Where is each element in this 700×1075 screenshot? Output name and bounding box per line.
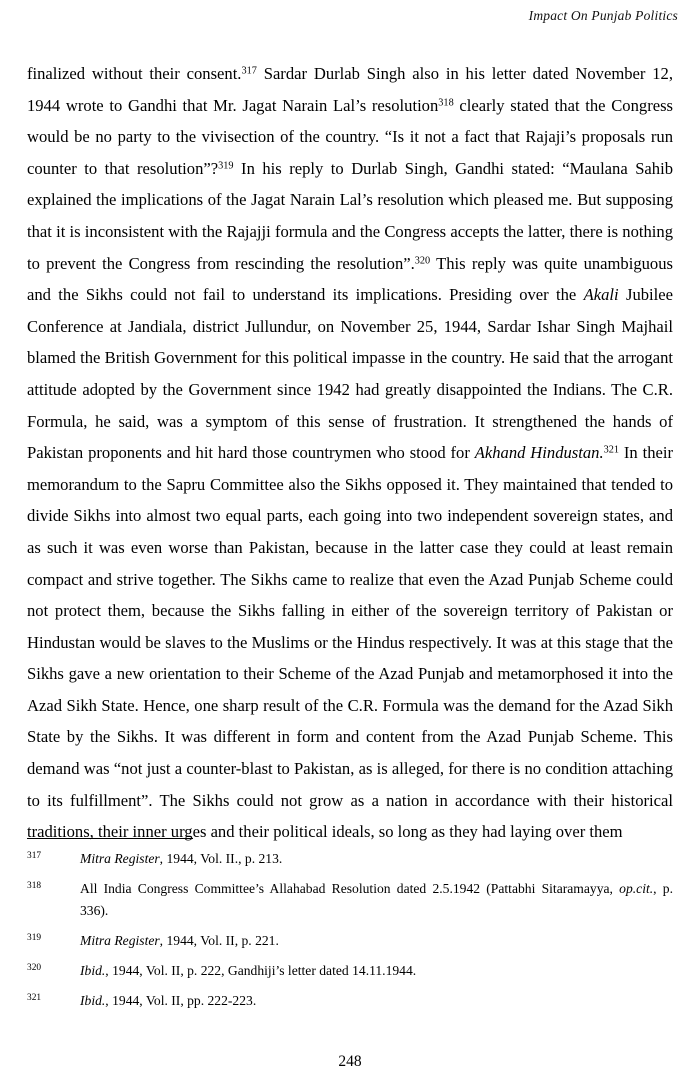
footnote-text [80, 930, 673, 952]
footnote-number[interactable]: 321 [27, 992, 42, 1003]
footnote [27, 960, 673, 982]
footnote-list [27, 848, 673, 1011]
italic-run: Mitra Register [80, 932, 160, 948]
text-run: , 1944, Vol. II, p. 221. [159, 932, 279, 948]
text-run: Jubilee Conference at Jandiala, district Jullundur, on November 25, 1944, Sardar Ishar Singh Majhail blamed the British Government for this political impasse in the country. He said that the arrogant attitude adopted by the Government since 1942 had greatly disappointed the Indians. The C.R. Formula, he said, was a symptom of this sense of frustration. It strengthened the hands of Pakistan proponents and hit hard those countrymen who stood for [27, 285, 673, 463]
text-run: clearly stated that the Congress would be no party to the vivisection of the country. “Is it not a fact that Rajaji’s proposals run counter to that resolution”? [27, 95, 673, 178]
footnote-number[interactable]: 317 [27, 851, 42, 861]
italic-run: Akhand Hindustan. [474, 443, 604, 463]
italic-run: Ibid. [80, 992, 106, 1008]
italic-run: op.cit. [619, 881, 654, 896]
text-run: Sardar Durlab Singh also in his letter dated November 12, 1944 wrote to Gandhi that Mr. Jagat Narain Lal’s resolution [27, 64, 673, 115]
footnote-separator-rule [27, 838, 193, 839]
text-run: , 1944, Vol. II, pp. 222-223. [105, 992, 257, 1008]
footnote-reference[interactable]: 318 [438, 97, 454, 109]
italic-run: Akali [583, 285, 619, 305]
text-run: , 1944, Vol. II, p. 222, Gandhiji’s letter dated 14.11.1944. [105, 962, 417, 978]
text-run: , 1944, Vol. II., p. 213. [159, 851, 283, 866]
footnote-reference[interactable]: 317 [241, 65, 257, 77]
page-number: 248 [338, 1053, 362, 1070]
text-run: In his reply to Durlab Singh, Gandhi stated: “Maulana Sahib explained the implications of the Jagat Narain Lal’s resolution which pleased me. But supposing that it is inconsistent with the Rajajji formula and the Congress accepts the latter, there is nothing to prevent the Congress from rescinding the resolution”. [27, 158, 673, 273]
footnote-number[interactable]: 320 [27, 962, 42, 973]
footnote [27, 930, 673, 952]
footnote-number[interactable]: 318 [27, 881, 42, 891]
body-text-block [27, 58, 673, 848]
text-run: All India Congress Committee’s Allahabad Resolution dated 2.5.1942 (Pattabhi Sitaramayya, [80, 881, 620, 896]
footnote-reference[interactable]: 321 [603, 444, 620, 456]
footnote [27, 990, 673, 1012]
italic-run: Mitra Register [80, 851, 160, 866]
footnote-area [27, 838, 673, 1020]
footnote-text [80, 878, 673, 921]
running-header: Impact On Punjab Politics [528, 8, 678, 23]
footnote-number[interactable]: 319 [27, 932, 42, 943]
footnote-text [80, 848, 673, 870]
text-run: In their memorandum to the Sapru Committee also the Sikhs opposed it. They maintained that tended to divide Sikhs into almost two equal parts, each going into two independent sovereign states, and as such it was even worse than Pakistan, because in the latter case they could at least remain compact and strive together. The Sikhs came to realize that even the Azad Punjab Scheme could not protect them, because the Sikhs falling in either of the sovereign territory of Pakistan or Hindustan would be slaves to the Muslims or the Hindus respectively. It was at this stage that the Sikhs gave a new orientation to their Scheme of the Azad Punjab and metamorphosed it into the Azad Sikh State. Hence, one sharp result of the C.R. Formula was the demand for the Azad Sikh State by the Sikhs. It was different in form and content from the Azad Punjab Scheme. This demand was “not just a counter-blast to Pakistan, as is alleged, for there is no condition attaching to its fulfillment”. The Sikhs could not grow as a nation in accordance with their historical traditions, their inner urges and their political ideals, so long as they had laying over them [27, 443, 673, 842]
footnote [27, 848, 673, 870]
body-paragraph [27, 58, 673, 848]
footnote [27, 878, 673, 921]
footnote-reference[interactable]: 319 [218, 160, 234, 172]
text-run: This reply was quite unambiguous and the Sikhs could not fail to understand its implications. Presiding over the [27, 253, 673, 305]
text-run: , p. 336). [80, 881, 673, 918]
footnote-text [80, 960, 673, 982]
text-run: finalized without their consent. [27, 64, 242, 83]
footnote-reference[interactable]: 320 [414, 255, 431, 267]
footnote-text [80, 990, 673, 1012]
italic-run: Ibid. [80, 962, 106, 978]
